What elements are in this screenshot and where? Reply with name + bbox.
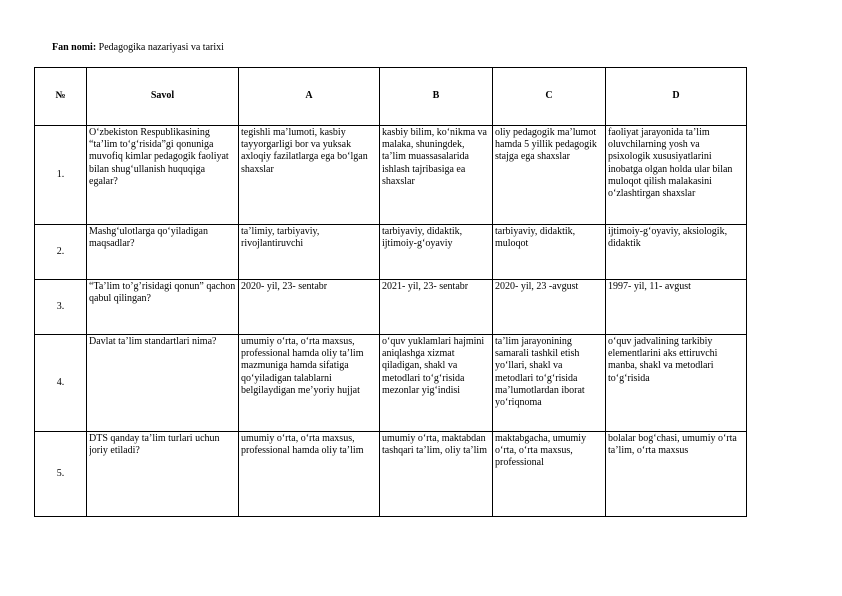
table-row bbox=[35, 126, 747, 225]
option-c bbox=[493, 225, 606, 280]
question-number: 4. bbox=[35, 335, 87, 432]
question-text-content: Davlat ta’lim standartlari nima? bbox=[89, 336, 217, 347]
question-text bbox=[87, 126, 239, 225]
header-question: Savol bbox=[87, 68, 239, 126]
question-text-content: Mashg‘ulotlarga qo‘yiladigan maqsadlar? bbox=[89, 226, 208, 250]
option-c bbox=[493, 335, 606, 432]
option-c-content: ta’lim jarayonining samarali tashkil etish yo‘llari, shakl va metodlari to‘g‘risida ma’lumotlardan iborat yo‘riqnoma bbox=[495, 336, 585, 409]
option-b-content: o‘quv yuklamlari hajmini aniqlashga xizmat qiladigan, shakl va metodlari to‘g‘risida mezonlar yig‘indisi bbox=[382, 336, 485, 396]
option-c-content: tarbiyaviy, didaktik, muloqot bbox=[495, 226, 576, 250]
table-row bbox=[35, 225, 747, 280]
subject-line bbox=[52, 42, 224, 54]
option-a bbox=[239, 126, 380, 225]
option-b bbox=[380, 280, 493, 335]
option-a-content: umumiy o‘rta, o‘rta maxsus, professional hamda oliy ta’lim bbox=[241, 433, 364, 457]
option-c bbox=[493, 432, 606, 517]
option-b-content: tarbiyaviy, didaktik, ijtimoiy-g‘oyaviy bbox=[382, 226, 463, 250]
question-text bbox=[87, 432, 239, 517]
subject-label: Fan nomi: bbox=[52, 42, 97, 53]
option-d-content: bolalar bog‘chasi, umumiy o‘rta ta’lim, o‘rta maxsus bbox=[608, 433, 737, 457]
question-text bbox=[87, 225, 239, 280]
option-a-content: ta’limiy, tarbiyaviy, rivojlantiruvchi bbox=[241, 226, 320, 250]
option-b bbox=[380, 126, 493, 225]
option-a-content: 2020- yil, 23- sentabr bbox=[241, 281, 328, 292]
option-d-content: ijtimoiy-g‘oyaviy, aksiologik, didaktik bbox=[608, 226, 728, 250]
option-b bbox=[380, 335, 493, 432]
question-number: 3. bbox=[35, 280, 87, 335]
question-text-content: “Ta’lim to’g’risidagi qonun” qachon qabul qilingan? bbox=[89, 281, 236, 305]
option-d-content: faoliyat jarayonida ta’lim oluvchilarning yosh va psixologik xususiyatlarini inobatga olgan holda ular bilan muloqot qilish malakasini o‘zlashtirgan shaxslar bbox=[608, 127, 733, 200]
option-d bbox=[606, 225, 747, 280]
question-number: 2. bbox=[35, 225, 87, 280]
option-b bbox=[380, 225, 493, 280]
question-number: 1. bbox=[35, 126, 87, 225]
option-a bbox=[239, 225, 380, 280]
option-d bbox=[606, 432, 747, 517]
option-a-content: umumiy o‘rta, o‘rta maxsus, professional hamda oliy ta’lim mazmuniga hamda sifatiga qo‘yiladigan talablarni belgilaydigan me’yoriy hujjat bbox=[241, 336, 364, 396]
header-number: № bbox=[35, 68, 87, 126]
question-text-content: O‘zbekiston Respublikasining “ta’lim to‘g‘risida”gi qonuniga muvofiq kimlar pedagogik faoliyat bilan shug‘ullanish huquqiga egalar? bbox=[89, 127, 229, 187]
table-row bbox=[35, 280, 747, 335]
option-c-content: oliy pedagogik ma’lumot hamda 5 yillik pedagogik stajga ega shaxslar bbox=[495, 127, 597, 163]
option-a bbox=[239, 335, 380, 432]
table-row bbox=[35, 432, 747, 517]
table-row bbox=[35, 335, 747, 432]
header-row bbox=[35, 68, 747, 126]
option-d-content: o‘quv jadvalining tarkibiy elementlarini aks ettiruvchi manba, shakl va metodlari to‘g‘risida bbox=[608, 336, 718, 384]
question-text bbox=[87, 280, 239, 335]
header-option-b: B bbox=[380, 68, 493, 126]
header-option-d: D bbox=[606, 68, 747, 126]
option-a-content: tegishli ma’lumoti, kasbiy tayyorgarligi bor va yuksak axloqiy fazilatlarga ega bo‘lgan shaxslar bbox=[241, 127, 368, 175]
option-a bbox=[239, 432, 380, 517]
header-option-c: C bbox=[493, 68, 606, 126]
question-number: 5. bbox=[35, 432, 87, 517]
option-d-content: 1997- yil, 11- avgust bbox=[608, 281, 691, 292]
question-text bbox=[87, 335, 239, 432]
option-b-content: kasbiy bilim, ko‘nikma va malaka, shuningdek, ta’lim muassasalarida ishlash tajribasiga ea shaxslar bbox=[382, 127, 487, 187]
option-c-content: maktabgacha, umumiy o‘rta, o‘rta maxsus, professional bbox=[495, 433, 587, 469]
option-c bbox=[493, 280, 606, 335]
option-d bbox=[606, 280, 747, 335]
option-a bbox=[239, 280, 380, 335]
question-text-content: DTS qanday ta’lim turlari uchun joriy etiladi? bbox=[89, 433, 220, 457]
header-option-a: A bbox=[239, 68, 380, 126]
option-b-content: 2021- yil, 23- sentabr bbox=[382, 281, 469, 292]
quiz-table bbox=[34, 67, 747, 517]
option-b bbox=[380, 432, 493, 517]
option-d bbox=[606, 126, 747, 225]
option-b-content: umumiy o‘rta, maktabdan tashqari ta’lim, oliy ta’lim bbox=[382, 433, 487, 457]
subject-value: Pedagogika nazariyasi va tarixi bbox=[96, 42, 224, 53]
option-c-content: 2020- yil, 23 -avgust bbox=[495, 281, 579, 292]
option-c bbox=[493, 126, 606, 225]
option-d bbox=[606, 335, 747, 432]
